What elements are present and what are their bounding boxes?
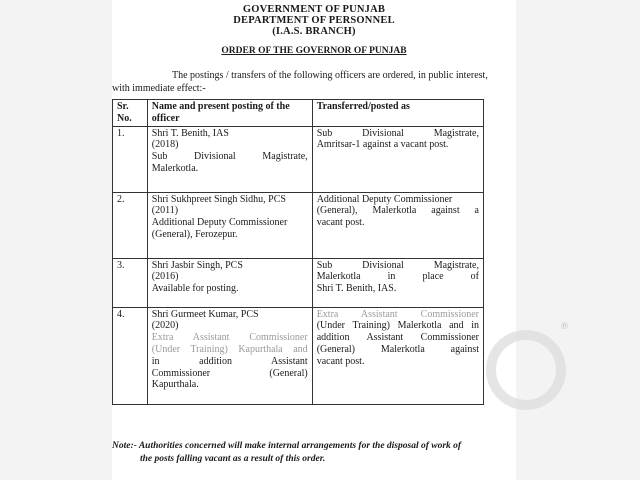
present-posting: Additional Deputy Commissioner <box>151 217 288 229</box>
table-row <box>113 192 484 258</box>
present-posting: Sub Divisional Magistrate, <box>151 151 308 163</box>
officer-name: Shri Sukhpreet Singh Sidhu, PCS <box>151 193 286 205</box>
posted-as: Amritsar-1 against a vacant post. <box>316 139 449 151</box>
name-cell <box>147 192 312 258</box>
note-label: Note:- <box>112 441 137 451</box>
table-header-row <box>113 100 484 127</box>
note-line-1: Authorities concerned will make internal arrangements for the disposal of work of <box>138 441 462 451</box>
branch-header: (I.A.S. BRANCH) <box>272 26 356 37</box>
order-title: ORDER OF THE GOVERNOR OF PUNJAB <box>221 46 407 56</box>
officer-batch: (2018) <box>151 139 179 151</box>
table-row <box>113 126 484 192</box>
header-transferred: Transferred/posted as <box>312 100 483 127</box>
officer-batch: (2020) <box>151 320 179 332</box>
posted-cell <box>312 126 483 192</box>
intro-paragraph <box>112 69 516 95</box>
header-name: Name and present posting of the officer <box>147 100 312 127</box>
present-posting: Commissioner (General) <box>151 367 308 379</box>
department-header: DEPARTMENT OF PERSONNEL <box>233 15 395 26</box>
posted-as: addition Assistant Commissioner <box>316 332 479 344</box>
posted-as: Sub Divisional Magistrate, <box>316 127 479 139</box>
registered-mark-icon: ® <box>560 322 569 332</box>
name-cell <box>147 126 312 192</box>
posted-cell <box>312 192 483 258</box>
name-cell <box>147 307 312 404</box>
govt-header: GOVERNMENT OF PUNJAB <box>242 4 386 15</box>
posted-as: Sub Divisional Magistrate, <box>316 259 479 271</box>
officer-batch: (2011) <box>151 205 179 217</box>
present-posting: Kapurthala. <box>151 379 199 391</box>
officer-name: Shri T. Benith, IAS <box>151 127 229 139</box>
sr-no-cell: 4. <box>113 307 148 404</box>
posted-as: Additional Deputy Commissioner <box>316 193 453 205</box>
intro-line-2: with immediate effect:- <box>112 83 206 94</box>
posted-as: Malerkotla in place of <box>316 271 479 283</box>
officer-name: Shri Jasbir Singh, PCS <box>151 259 243 271</box>
table-row <box>113 307 484 404</box>
posted-cell <box>312 307 483 404</box>
note-paragraph <box>112 440 516 466</box>
name-cell <box>147 258 312 307</box>
posted-cell <box>312 258 483 307</box>
posted-as: (General), Malerkotla against a <box>316 205 479 217</box>
posted-as: Shri T. Benith, IAS. <box>316 283 397 295</box>
posted-as: vacant post. <box>316 355 365 367</box>
present-posting: Available for posting. <box>151 283 239 295</box>
officer-name: Shri Gurmeet Kumar, PCS <box>151 308 259 320</box>
sr-no-cell: 2. <box>113 192 148 258</box>
present-posting: in addition Assistant <box>151 355 308 367</box>
sr-no-cell: 1. <box>113 126 148 192</box>
present-posting: Extra Assistant Commissioner <box>151 332 308 344</box>
posted-as: (General) Malerkotla against <box>316 343 479 355</box>
present-posting: Malerkotla. <box>151 162 199 174</box>
posted-as: (Under Training) Malerkotla and in <box>316 320 479 332</box>
posted-as: vacant post. <box>316 217 365 229</box>
document-page <box>112 0 516 480</box>
header-sr-no: Sr. No. <box>113 100 148 127</box>
table-row <box>113 258 484 307</box>
officer-batch: (2016) <box>151 271 179 283</box>
note-line-2: the posts falling vacant as a result of this order. <box>140 454 326 464</box>
present-posting: (General), Ferozepur. <box>151 228 238 240</box>
sr-no-cell: 3. <box>113 258 148 307</box>
postings-table <box>112 99 484 405</box>
posted-as: Extra Assistant Commissioner <box>316 308 479 320</box>
watermark-shape <box>486 330 566 410</box>
present-posting: (Under Training) Kapurthala and <box>151 343 308 355</box>
intro-line-1: The postings / transfers of the following officers are ordered, in public interest, <box>172 70 488 81</box>
